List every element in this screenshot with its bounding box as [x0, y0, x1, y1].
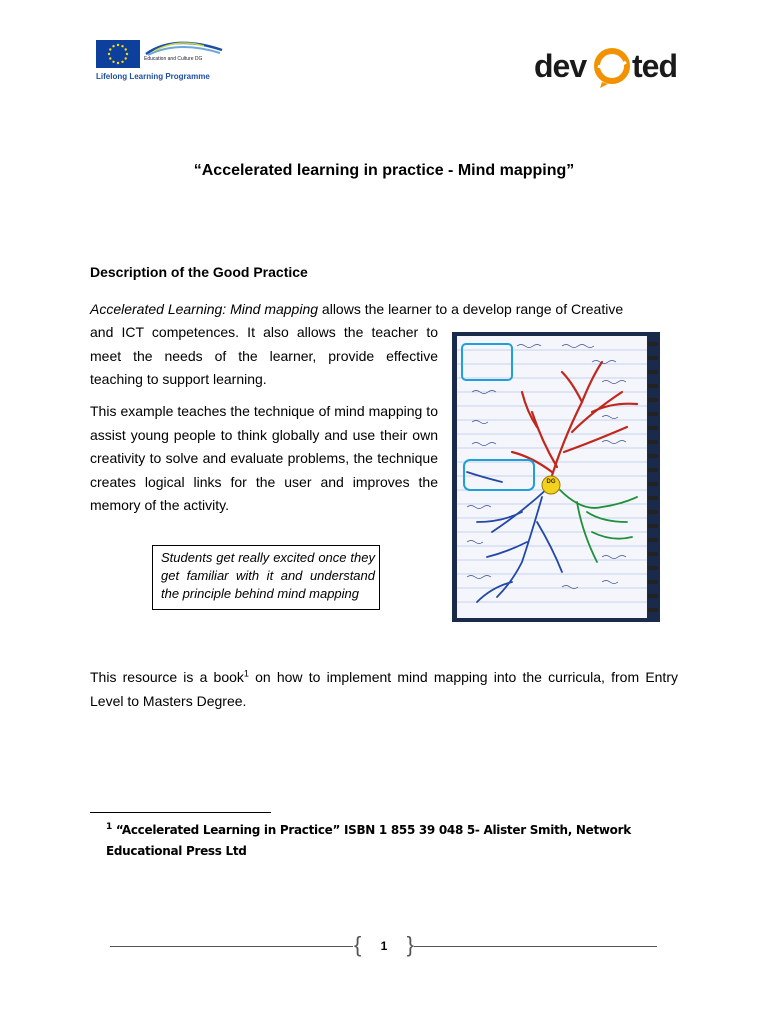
- right-brace-icon: }: [406, 932, 414, 957]
- footnote: [106, 820, 666, 862]
- devoted-logo-text-end: ted: [632, 48, 677, 84]
- footnote-divider: [90, 812, 271, 813]
- page-number: [352, 932, 416, 960]
- llp-swoosh-icon: [144, 40, 224, 56]
- paragraph-3: [90, 666, 678, 713]
- paragraph-2: This example teaches the technique of mind mapping to assist young people to think globally and use their own creativity to solve and evaluate problems, the technique creates logical links for the user and improves the memory of the activity.: [90, 403, 438, 513]
- page-number-value: 1: [380, 939, 388, 953]
- section-heading: Description of the Good Practice: [90, 264, 308, 280]
- footnote-text: “Accelerated Learning in Practice” ISBN 1 855 39 048 5- Alister Smith, Network Educational Press Ltd: [106, 823, 631, 858]
- eu-lifelong-learning-logo: [96, 40, 226, 84]
- footer-rule-right: [414, 946, 657, 947]
- footnote-reference: 1: [243, 668, 249, 679]
- devoted-logo-icon: [592, 42, 632, 88]
- mind-map-photo: [452, 332, 660, 622]
- quote-box: Students get really excited once they get familiar with it and understand the principle behind mind mapping: [152, 545, 380, 610]
- paragraph-1-italic: Accelerated Learning: Mind mapping: [90, 301, 319, 317]
- paragraph-3-before: This resource is a book: [90, 669, 244, 685]
- paragraph-1-first-line: [90, 298, 678, 322]
- document-title: “Accelerated learning in practice - Mind mapping”: [193, 162, 575, 179]
- footer-rule-left: [110, 946, 353, 947]
- devoted-logo: [534, 48, 686, 90]
- left-brace-icon: {: [354, 932, 362, 957]
- eu-flag-icon: [96, 40, 140, 68]
- eu-dg-label: Education and Culture DG: [144, 56, 203, 62]
- paragraph-3-after: on how to implement mind mapping into the curricula, from Entry Level to Masters Degree.: [90, 669, 678, 709]
- llp-label: Lifelong Learning Programme: [96, 72, 210, 81]
- paragraph-1: and ICT competences. It also allows the teacher to meet the needs of the learner, provide effective teaching to support learning.: [90, 324, 438, 387]
- footnote-mark: 1: [106, 822, 112, 832]
- devoted-logo-text-start: dev: [534, 48, 587, 84]
- paragraph-1-line1-rest: allows the learner to a develop range of Creative: [318, 301, 624, 317]
- mind-map-center-label: DG: [546, 479, 556, 485]
